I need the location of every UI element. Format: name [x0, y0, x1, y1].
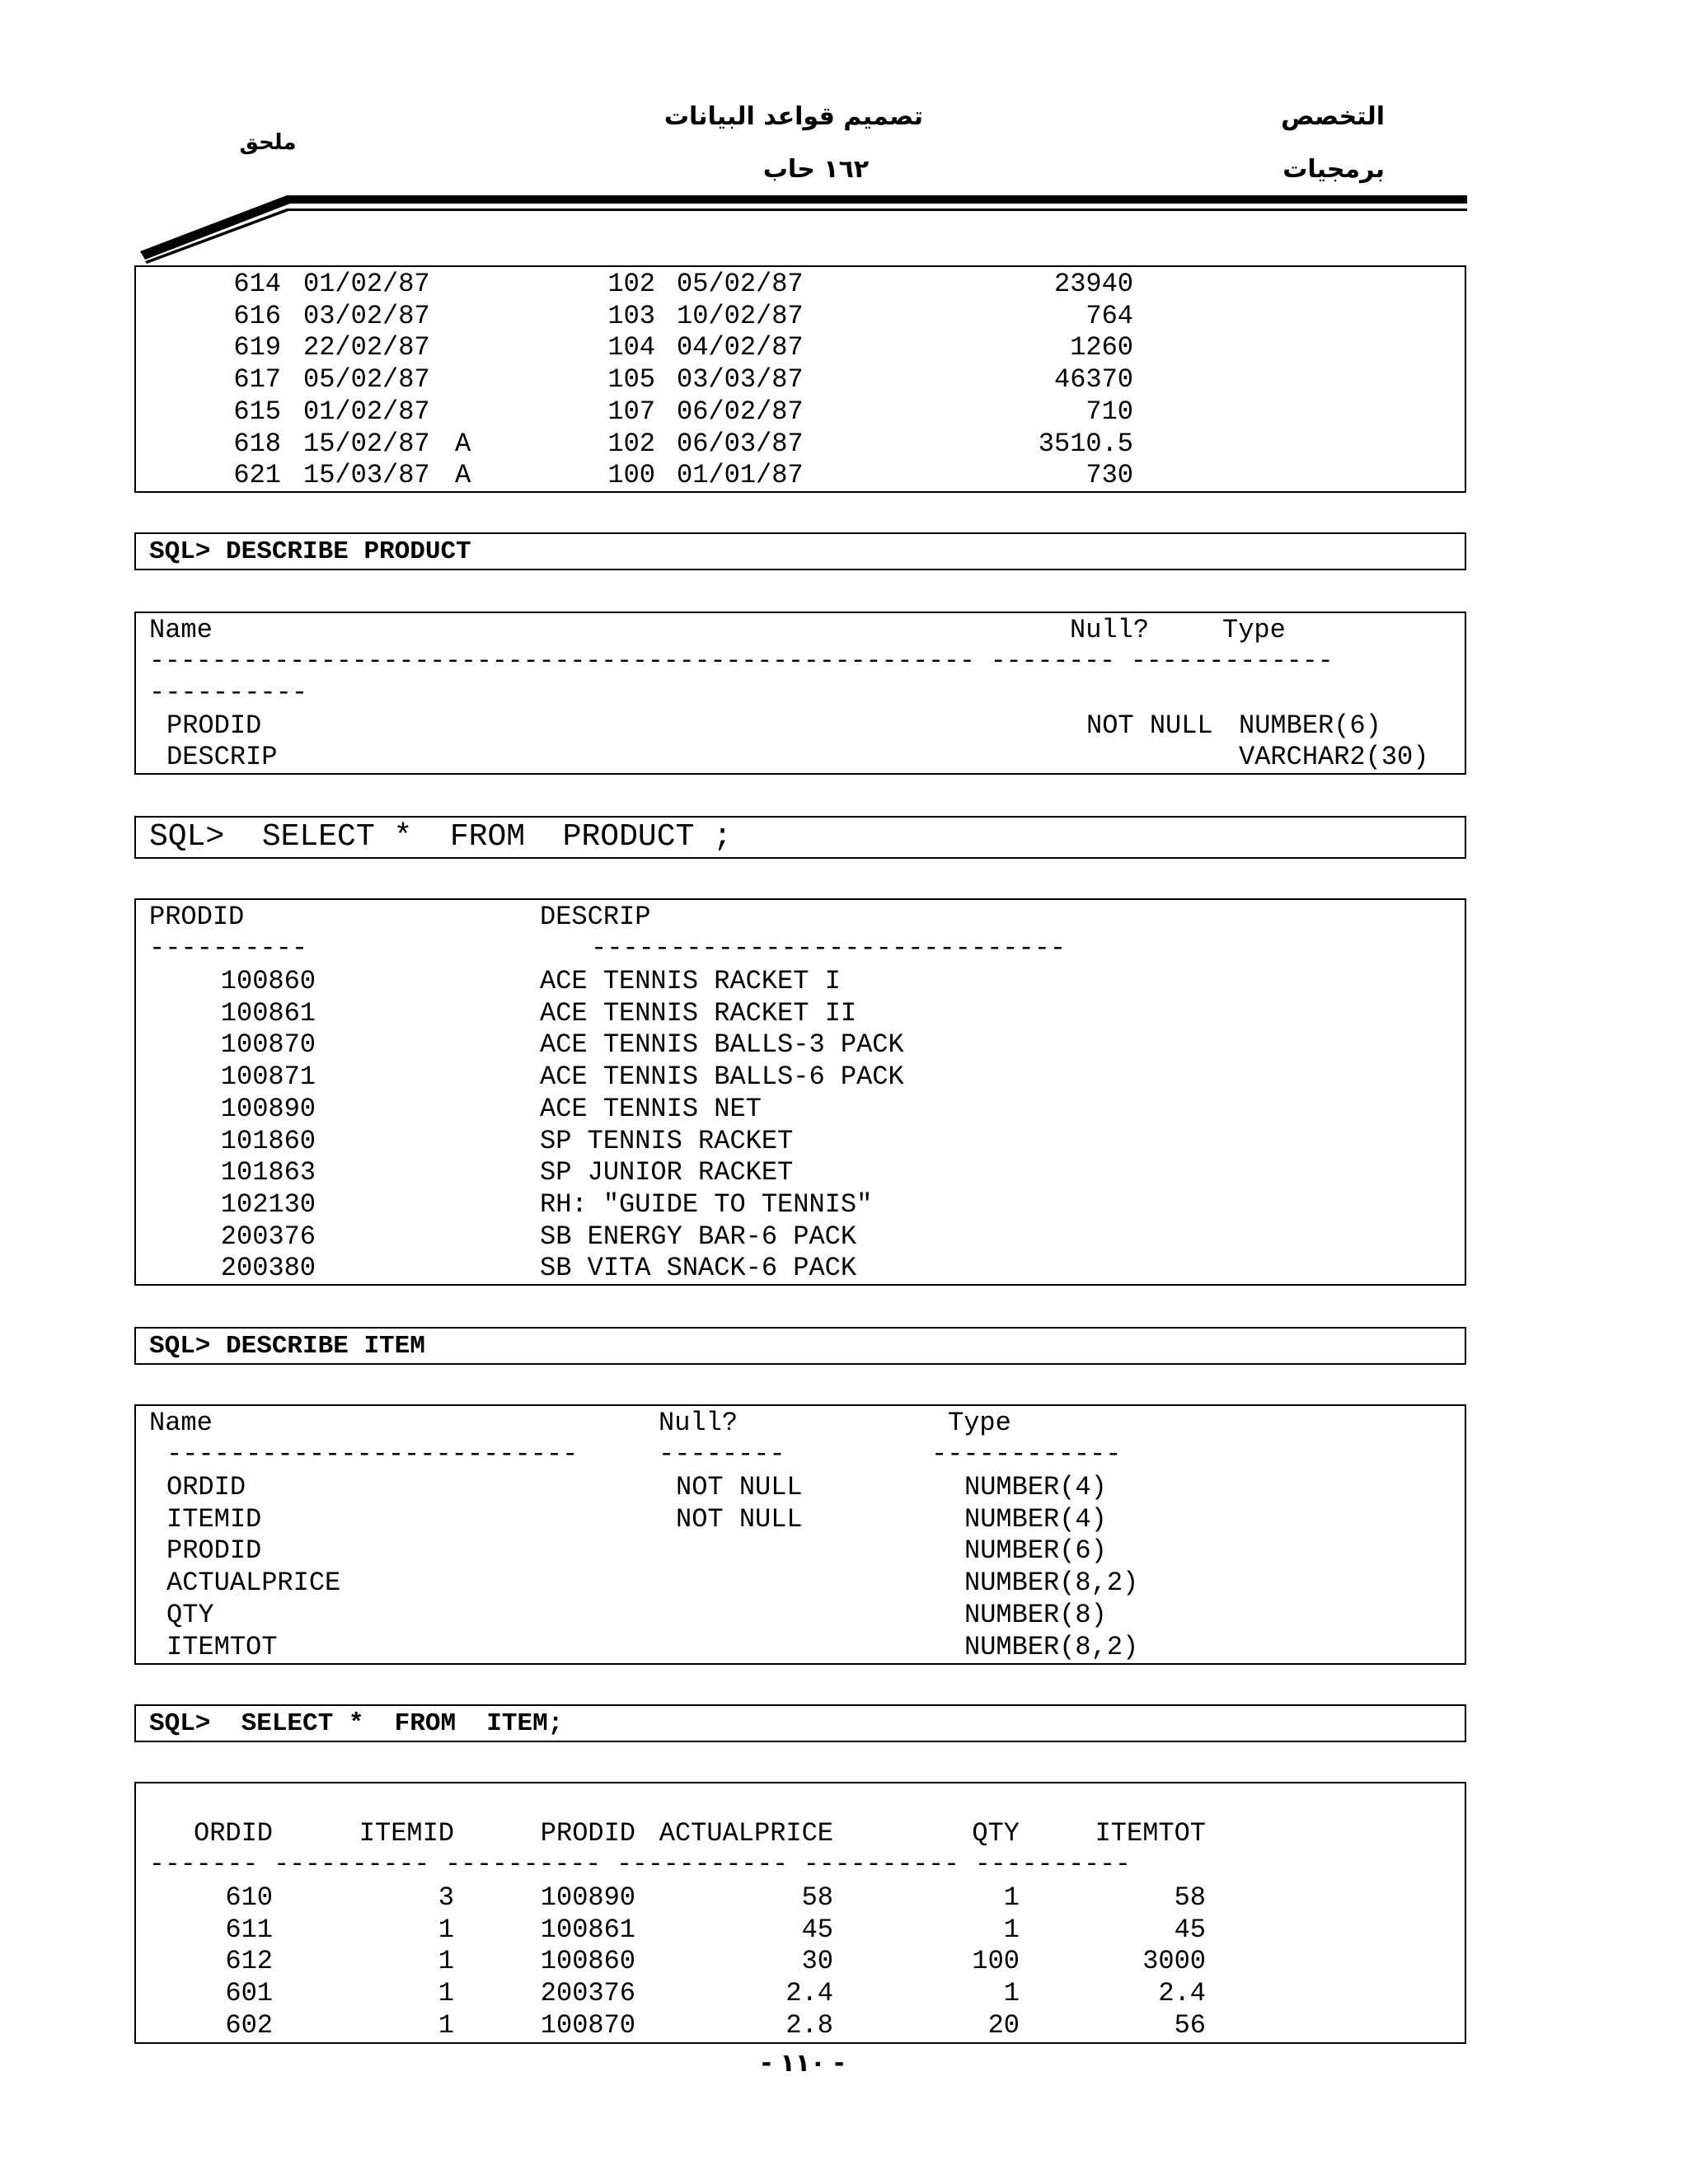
sql-command: SQL> DESCRIBE ITEM [149, 1332, 425, 1361]
qty-cell: 1 [1003, 1914, 1020, 1945]
itemid-cell: 3 [438, 1882, 454, 1913]
qty-cell: 1 [1003, 1882, 1020, 1913]
descrip-cell: SB ENERGY BAR-6 PACK [540, 1221, 857, 1252]
orders-output-box [134, 265, 1466, 493]
shipdate-cell: 10/02/87 [677, 300, 804, 331]
page-number: - ١١٠ - [761, 2049, 845, 2078]
shipdate-cell: 04/02/87 [677, 332, 804, 363]
ordid-cell: 602 [225, 2009, 273, 2041]
column-header-null: Null? [1070, 615, 1150, 645]
header-rule [0, 0, 1688, 272]
column-header-actualprice: ACTUALPRICE [659, 1818, 833, 1849]
commplan-cell: A [455, 428, 471, 459]
shipdate-cell: 01/01/87 [677, 460, 804, 491]
column-header-itemid: ITEMID [359, 1818, 454, 1849]
ordid-cell: 618 [233, 428, 281, 459]
descrip-cell: SP JUNIOR RACKET [540, 1157, 794, 1188]
itemid-cell: 1 [438, 1946, 454, 1977]
sql-command: SQL> SELECT * FROM PRODUCT ; [149, 819, 732, 855]
itemid-cell: 1 [438, 1914, 454, 1945]
itemtot-cell: 56 [1174, 2009, 1206, 2041]
column-type-value: NUMBER(6) [1239, 710, 1381, 741]
separator-line: ---------- [149, 933, 308, 963]
column-null-value: NOT NULL [676, 1472, 803, 1502]
prodid-cell: 100861 [220, 997, 316, 1029]
itemid-cell: 1 [438, 2009, 454, 2041]
describe-item-command-box [134, 1327, 1466, 1365]
orderdate-cell: 01/02/87 [303, 396, 430, 427]
total-cell: 23940 [1053, 269, 1133, 299]
column-header-type: Type [1222, 615, 1286, 645]
column-type-value: NUMBER(4) [964, 1472, 1107, 1502]
describe-item-output-box [134, 1404, 1466, 1665]
descrip-cell: SP TENNIS RACKET [540, 1125, 794, 1156]
descrip-cell: ACE TENNIS BALLS-3 PACK [540, 1029, 904, 1061]
orderdate-cell: 15/03/87 [303, 460, 430, 491]
ordid-cell: 616 [233, 300, 281, 331]
custid-cell: 107 [607, 396, 655, 427]
orderdate-cell: 05/02/87 [303, 364, 430, 396]
prodid-cell: 100890 [540, 1882, 635, 1913]
column-name-value: PRODID [166, 710, 262, 741]
separator-line: -------- [659, 1439, 785, 1469]
column-header-null: Null? [659, 1408, 738, 1438]
orderdate-cell: 01/02/87 [303, 269, 430, 299]
ordid-cell: 601 [225, 1978, 273, 2009]
prodid-cell: 100860 [540, 1946, 635, 1977]
itemtot-cell: 3000 [1142, 1946, 1206, 1977]
custid-cell: 100 [607, 460, 655, 491]
actualprice-cell: 2.8 [785, 2009, 833, 2041]
actualprice-cell: 45 [801, 1914, 833, 1945]
column-name-value: QTY [166, 1599, 214, 1630]
column-name-value: DESCRIP [166, 742, 278, 772]
descrip-cell: ACE TENNIS RACKET I [540, 966, 841, 996]
prodid-cell: 101863 [220, 1157, 316, 1188]
ordid-cell: 617 [233, 364, 281, 396]
total-cell: 3510.5 [1038, 428, 1133, 459]
specialty-label: التخصص [1281, 102, 1385, 131]
select-item-command-box [134, 1704, 1466, 1742]
separator-line: ------- ---------- ---------- ----------- ---------- ---------- [149, 1850, 1131, 1879]
column-null-value: NOT NULL [1086, 710, 1213, 741]
prodid-cell: 100871 [220, 1062, 316, 1093]
custid-cell: 104 [607, 332, 655, 363]
column-type-value: NUMBER(4) [964, 1503, 1107, 1535]
course-title: تصميم قواعد البيانات [663, 102, 923, 131]
qty-cell: 20 [987, 2009, 1020, 2041]
custid-cell: 105 [607, 364, 655, 396]
column-header-name: Name [149, 615, 213, 645]
column-name-value: PRODID [166, 1535, 262, 1567]
column-header-prodid: PRODID [540, 1818, 635, 1849]
prodid-cell: 200376 [540, 1978, 635, 2009]
column-header-ordid: ORDID [193, 1818, 273, 1849]
qty-cell: 100 [972, 1946, 1020, 1977]
column-type-value: NUMBER(8,2) [964, 1568, 1139, 1599]
ordid-cell: 610 [225, 1882, 273, 1913]
prodid-cell: 200376 [220, 1221, 316, 1252]
actualprice-cell: 30 [801, 1946, 833, 1977]
column-name-value: ACTUALPRICE [166, 1568, 341, 1599]
column-header-itemtot: ITEMTOT [1095, 1818, 1206, 1849]
custid-cell: 103 [607, 300, 655, 331]
column-type-value: VARCHAR2(30) [1239, 742, 1429, 772]
sql-command: SQL> DESCRIBE PRODUCT [149, 537, 471, 566]
shipdate-cell: 03/03/87 [677, 364, 804, 396]
descrip-cell: ACE TENNIS RACKET II [540, 997, 857, 1029]
itemtot-cell: 58 [1174, 1882, 1206, 1913]
orderdate-cell: 15/02/87 [303, 428, 430, 459]
prodid-cell: 100861 [540, 1914, 635, 1945]
select-item-output-box [134, 1782, 1466, 2044]
shipdate-cell: 06/02/87 [677, 396, 804, 427]
separator-line: ---------- [149, 677, 308, 708]
descrip-cell: ACE TENNIS BALLS-6 PACK [540, 1062, 904, 1093]
prodid-cell: 102130 [220, 1188, 316, 1220]
prodid-cell: 200380 [220, 1253, 316, 1284]
column-type-value: NUMBER(8,2) [964, 1631, 1139, 1662]
column-name-value: ORDID [166, 1472, 246, 1502]
prodid-cell: 100870 [540, 2009, 635, 2041]
column-type-value: NUMBER(6) [964, 1535, 1107, 1567]
column-header-qty: QTY [972, 1818, 1020, 1849]
commplan-cell: A [455, 460, 471, 491]
orderdate-cell: 03/02/87 [303, 300, 430, 331]
orderdate-cell: 22/02/87 [303, 332, 430, 363]
column-type-value: NUMBER(8) [964, 1599, 1107, 1630]
shipdate-cell: 06/03/87 [677, 428, 804, 459]
describe-product-output-box [134, 612, 1466, 775]
custid-cell: 102 [607, 269, 655, 299]
descrip-cell: ACE TENNIS NET [540, 1093, 762, 1124]
itemtot-cell: 2.4 [1158, 1978, 1206, 2009]
total-cell: 730 [1085, 460, 1133, 491]
column-name-value: ITEMTOT [166, 1631, 278, 1662]
total-cell: 1260 [1070, 332, 1133, 363]
specialty-value: برمجيات [1282, 155, 1385, 184]
custid-cell: 102 [607, 428, 655, 459]
ordid-cell: 619 [233, 332, 281, 363]
select-product-command-box [134, 816, 1466, 859]
prodid-cell: 100870 [220, 1029, 316, 1061]
total-cell: 764 [1085, 300, 1133, 331]
column-name-value: ITEMID [166, 1503, 262, 1535]
separator-line: ------------ [931, 1439, 1122, 1469]
descrip-cell: RH: "GUIDE TO TENNIS" [540, 1188, 873, 1220]
sql-command: SQL> SELECT * FROM ITEM; [149, 1709, 564, 1738]
total-cell: 710 [1085, 396, 1133, 427]
itemtot-cell: 45 [1174, 1914, 1206, 1945]
column-header-type: Type [948, 1408, 1011, 1438]
itemid-cell: 1 [438, 1978, 454, 2009]
describe-product-command-box [134, 532, 1466, 570]
prodid-cell: 100860 [220, 966, 316, 996]
separator-line: -------------------------- [166, 1439, 579, 1469]
column-header-prodid: PRODID [149, 902, 245, 932]
total-cell: 46370 [1053, 364, 1133, 396]
qty-cell: 1 [1003, 1978, 1020, 2009]
ordid-cell: 614 [233, 269, 281, 299]
column-header-descrip: DESCRIP [540, 902, 651, 932]
actualprice-cell: 2.4 [785, 1978, 833, 2009]
separator-line: ------------------------------ [591, 933, 1067, 963]
column-null-value: NOT NULL [676, 1503, 803, 1535]
course-code: ١٦٢ حاب [762, 155, 870, 184]
select-product-output-box [134, 898, 1466, 1286]
ordid-cell: 612 [225, 1946, 273, 1977]
ordid-cell: 615 [233, 396, 281, 427]
shipdate-cell: 05/02/87 [677, 269, 804, 299]
actualprice-cell: 58 [801, 1882, 833, 1913]
ordid-cell: 621 [233, 460, 281, 491]
separator-line: ----------------------------------------------------- -------- ------------- [149, 647, 1334, 676]
descrip-cell: SB VITA SNACK-6 PACK [540, 1253, 857, 1284]
ordid-cell: 611 [225, 1914, 273, 1945]
appendix-label: ملحق [239, 130, 297, 155]
prodid-cell: 100890 [220, 1093, 316, 1124]
prodid-cell: 101860 [220, 1125, 316, 1156]
column-header-name: Name [149, 1408, 213, 1438]
